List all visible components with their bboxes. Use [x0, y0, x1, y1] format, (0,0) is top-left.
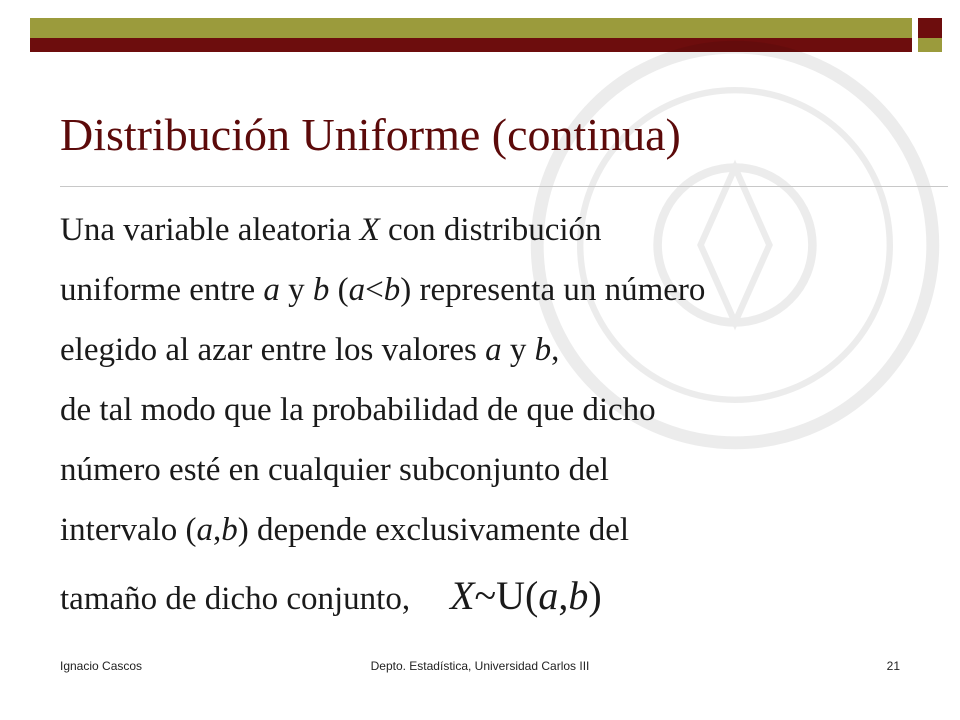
- variable-a: a: [196, 512, 214, 548]
- title-divider: [60, 186, 948, 187]
- body-text-span: (: [329, 272, 349, 308]
- body-text-span: ) depende exclusivamente del: [237, 512, 630, 548]
- body-text-span: y: [279, 272, 313, 308]
- variable-b: b: [383, 272, 401, 308]
- less-than-sign: <: [365, 272, 384, 308]
- variable-x: X: [450, 573, 475, 618]
- body-text-span: intervalo (: [60, 512, 197, 548]
- body-line-4: de tal modo que la probabilidad de que dicho: [60, 392, 656, 428]
- body-line-6: [60, 500, 940, 560]
- slide-body: [60, 200, 940, 632]
- body-line-5: número esté en cualquier subconjunto del: [60, 452, 609, 488]
- footer-department: Depto. Estadística, Universidad Carlos III: [370, 659, 590, 673]
- variable-b: b: [221, 512, 238, 548]
- variable-b: b: [534, 332, 552, 368]
- body-text-span: con distribución: [379, 212, 602, 248]
- body-text-span: elegido al azar entre los valores: [60, 332, 486, 368]
- body-text-span: ,: [213, 512, 222, 548]
- variable-a: a: [538, 573, 559, 618]
- variable-a: a: [485, 332, 502, 368]
- body-text-span: y: [501, 332, 535, 368]
- math-text: ,: [558, 573, 569, 618]
- body-line-1: [60, 200, 940, 260]
- body-text-span: Una variable aleatoria: [60, 212, 360, 248]
- footer-author: Ignacio Cascos: [60, 659, 143, 673]
- body-line-3: [60, 320, 940, 380]
- body-text-span: ,: [551, 332, 560, 368]
- body-text-span: ) representa un número: [400, 272, 706, 308]
- variable-a: a: [348, 272, 366, 308]
- math-text: ~U(: [474, 573, 539, 618]
- variable-a: a: [263, 272, 280, 308]
- footer-page-number: 21: [886, 659, 900, 673]
- body-text-span: tamaño de dicho conjunto,: [60, 581, 411, 617]
- variable-b: b: [312, 272, 330, 308]
- uniform-notation: [450, 573, 602, 618]
- body-line-7: [60, 560, 940, 632]
- body-text-span: uniforme entre: [60, 272, 264, 308]
- body-line-2: [60, 260, 940, 320]
- slide-title: Distribución Uniforme (continua): [60, 109, 681, 160]
- variable-b: b: [568, 573, 589, 618]
- variable-x: X: [359, 212, 380, 248]
- math-text: ): [588, 573, 602, 618]
